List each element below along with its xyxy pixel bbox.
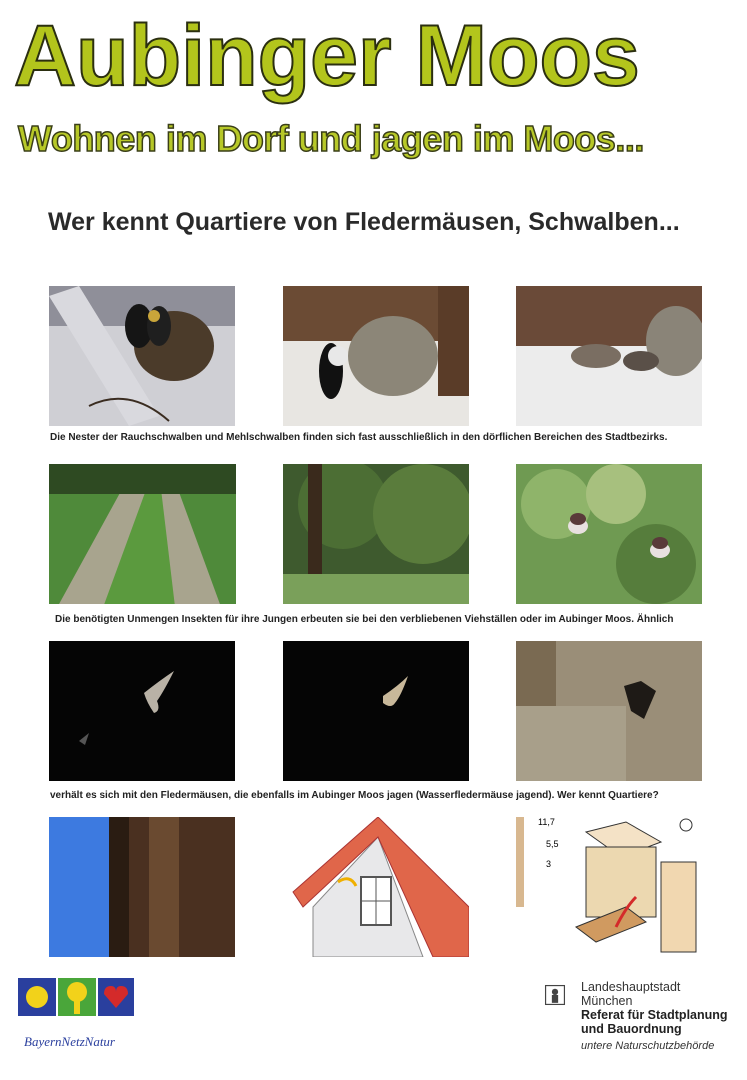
- diagram-bat-box: [516, 817, 702, 957]
- dimension-3: 3: [546, 859, 552, 869]
- dimension-5-5: 5,5: [546, 839, 559, 849]
- org-line-5: untere Naturschutzbehörde: [581, 1040, 715, 1052]
- logo-text: BayernNetzNatur: [24, 1034, 115, 1049]
- poster-title: Aubinger Moos: [14, 8, 640, 104]
- photo-swallow-nest-3: [516, 286, 702, 426]
- caption-row-3: verhält es sich mit den Fledermäusen, die ebenfalls im Aubinger Moos jagen (Wasserfledermäuse jagend). Wer kennt Quartiere?: [50, 790, 659, 801]
- org-line-2: München: [581, 994, 633, 1008]
- poster-subtitle: Wohnen im Dorf und jagen im Moos...: [18, 118, 644, 159]
- photo-bat-flying-2: [283, 641, 469, 781]
- photo-bat-flying-1: [49, 641, 235, 781]
- caption-row-1: Die Nester der Rauchschwalben und Mehlschwalben finden sich fast ausschließlich in den dörflichen Bereichen des Stadtbezirks.: [50, 432, 668, 443]
- org-line-3: Referat für Stadtplanung: [581, 1008, 728, 1022]
- dimension-11-7: 11,7: [538, 817, 555, 827]
- munich-crest-icon: [544, 984, 566, 1006]
- photo-swallows-tree: [516, 464, 702, 604]
- caption-row-2: Die benötigten Unmengen Insekten für ihre Jungen erbeuten sie bei den verbliebenen Viehställen oder im Aubinger Moos. Ähnlich: [55, 614, 674, 625]
- photo-swallow-nest-1: [49, 286, 235, 426]
- photo-path-meadow: [49, 464, 236, 604]
- munich-city-logo: [542, 978, 742, 1058]
- photo-swallow-nest-2: [283, 286, 469, 426]
- bayern-netz-natur-logo: [16, 976, 136, 1066]
- photo-roof-sky: [49, 817, 235, 957]
- org-line-4: und Bauordnung: [581, 1022, 682, 1036]
- diagram-house-eaves: [283, 817, 469, 957]
- org-line-1: Landeshauptstadt: [581, 980, 681, 994]
- photo-bat-roosting: [516, 641, 702, 781]
- photo-forest-edge: [283, 464, 469, 604]
- poster-question: Wer kennt Quartiere von Fledermäusen, Schwalben...: [48, 208, 680, 236]
